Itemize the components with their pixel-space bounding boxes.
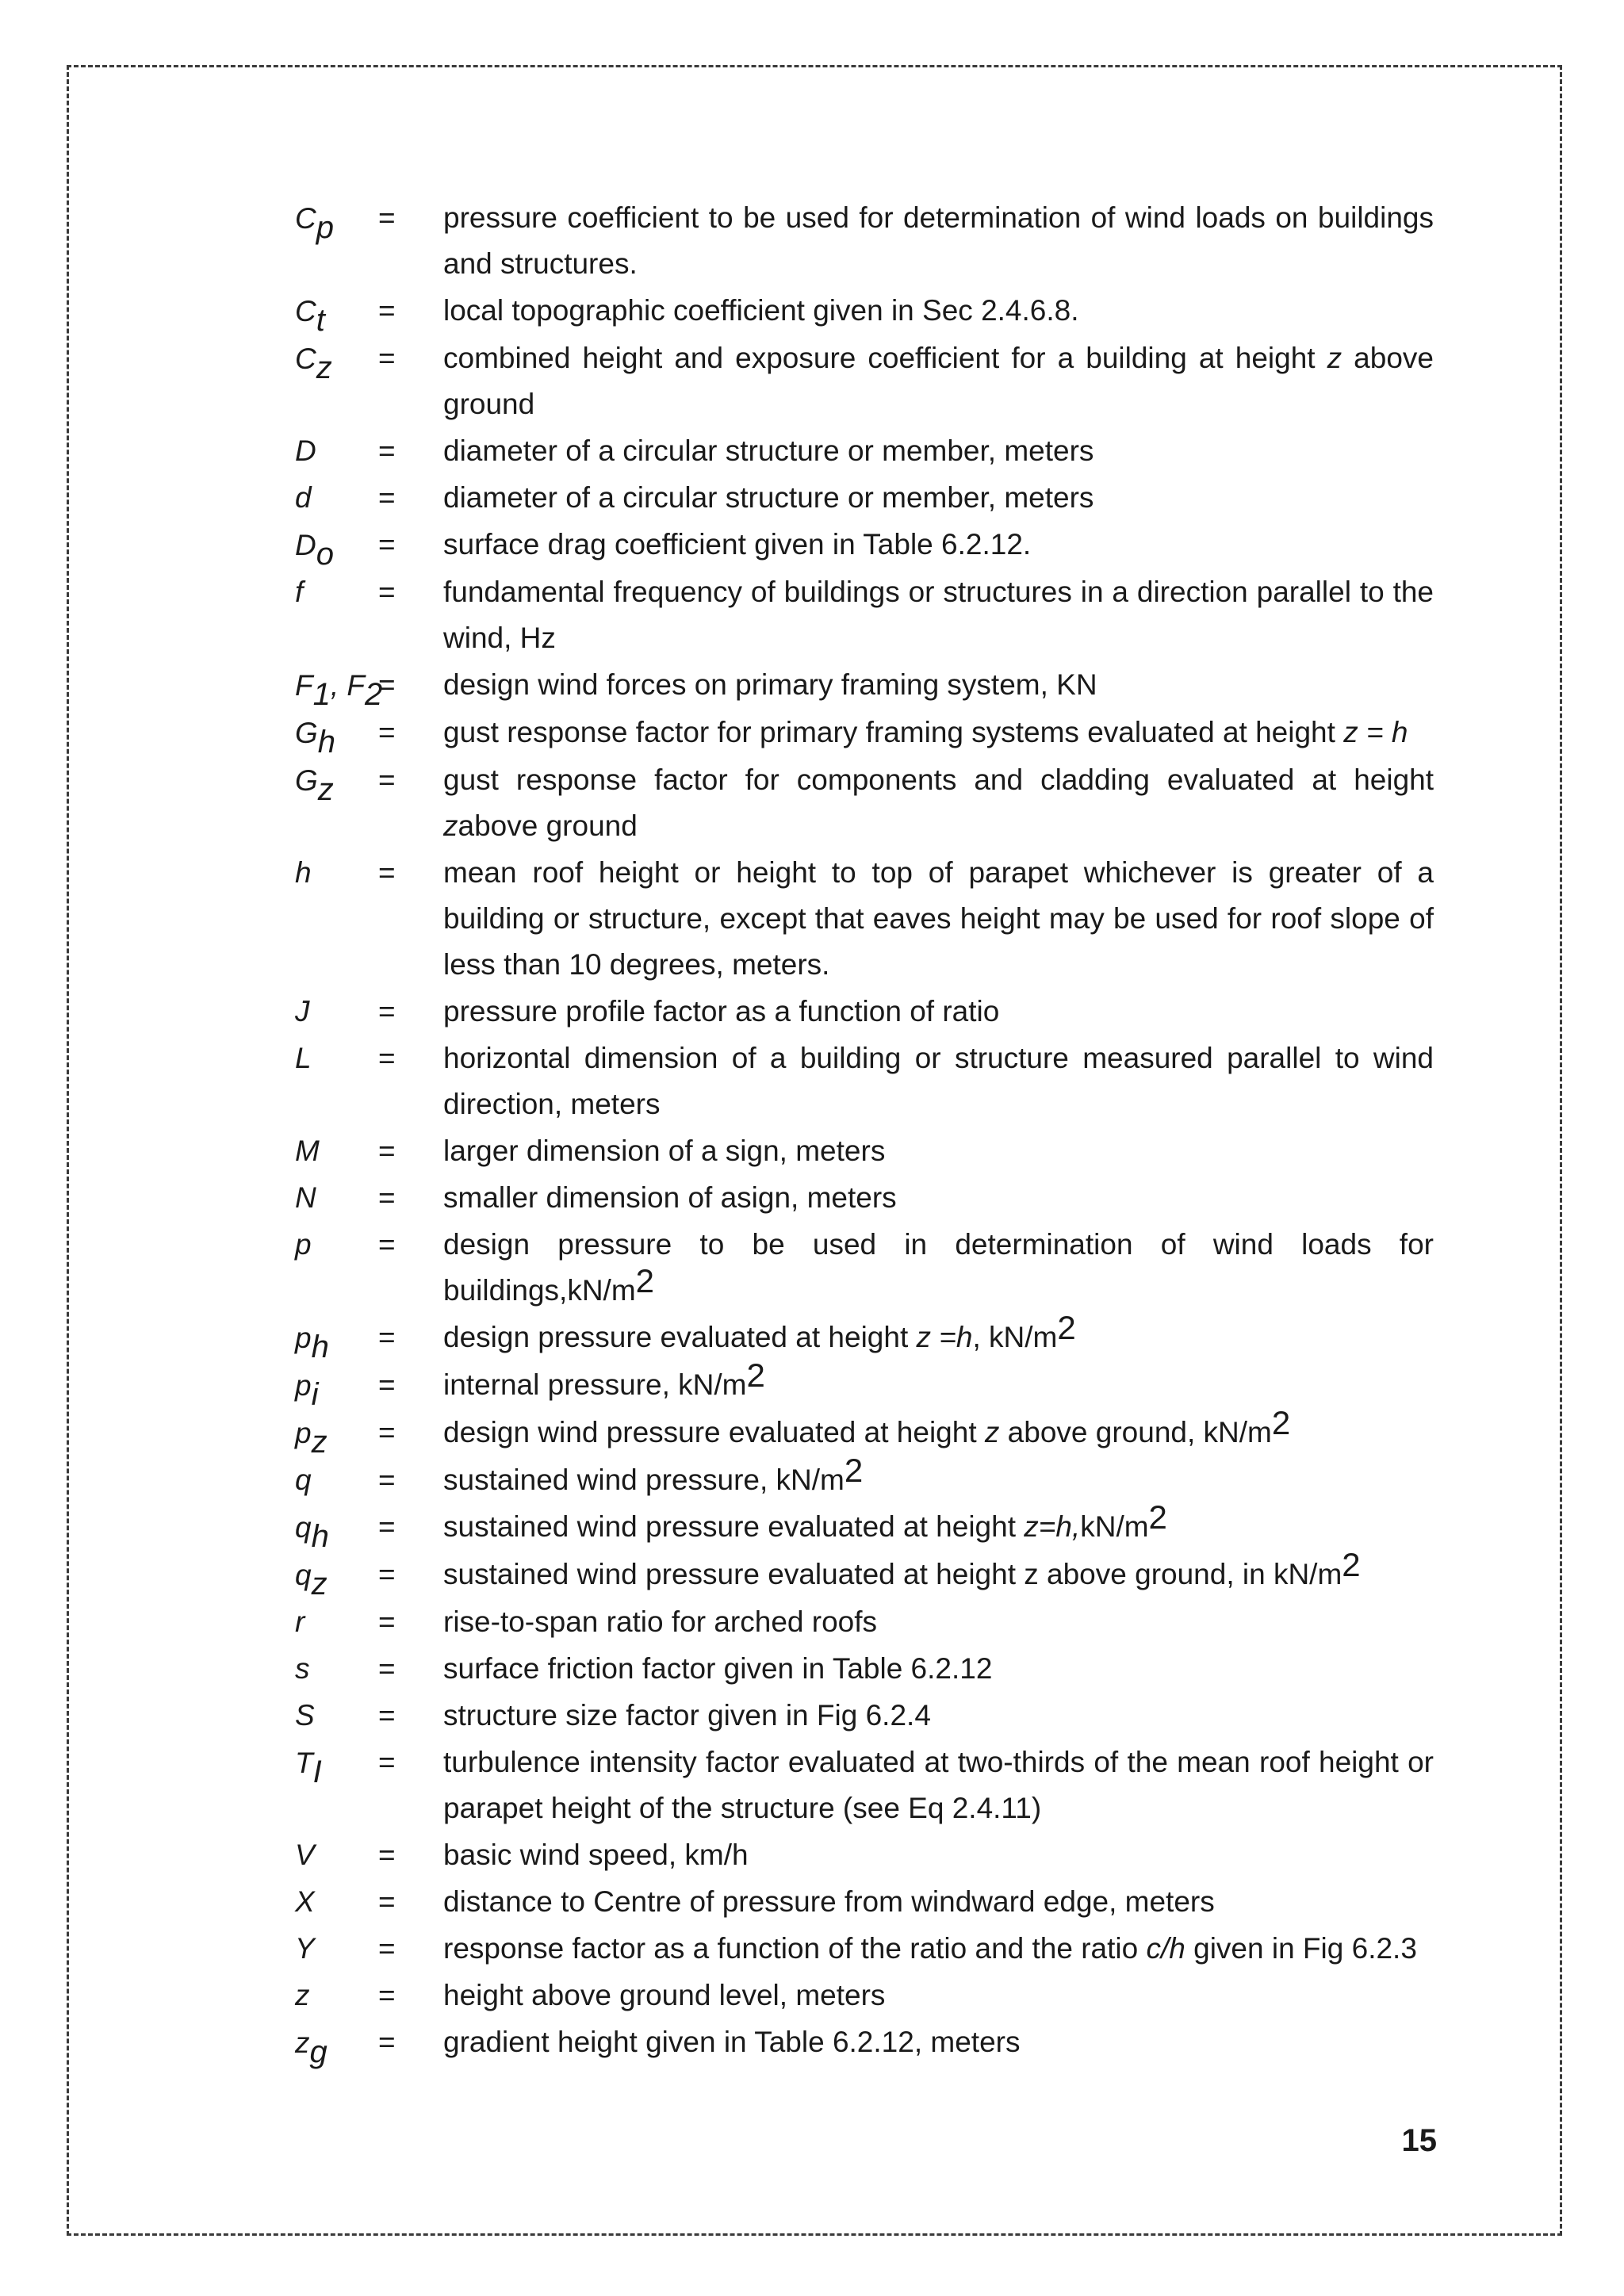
entry-symbol: z — [295, 1979, 310, 2011]
entry-equals: = — [378, 763, 396, 796]
entry-definition: design pressure to be used in determination of wind loads for buildings,kN/m2 — [443, 1228, 1434, 1307]
entry-equals: = — [378, 1510, 396, 1543]
entry-definition: turbulence intensity factor evaluated at two-thirds of the mean roof height or parapet height of the structure (see Eq 2.4.11) — [443, 1746, 1434, 1824]
symbol-entry — [295, 662, 1434, 712]
entry-symbol: zg — [295, 2026, 327, 2069]
entry-symbol: Do — [295, 529, 334, 572]
entry-equals: = — [378, 1885, 396, 1918]
entry-equals: = — [378, 481, 396, 514]
symbol-entry — [295, 1879, 1434, 1925]
entry-definition: basic wind speed, km/h — [443, 1839, 749, 1871]
entry-equals: = — [378, 201, 396, 234]
entry-definition: horizontal dimension of a building or structure measured parallel to wind direction, meters — [443, 1042, 1434, 1120]
entry-equals: = — [378, 1368, 396, 1401]
entry-symbol: qh — [295, 1511, 329, 1554]
symbol-entry — [295, 757, 1434, 849]
entry-equals: = — [378, 528, 396, 561]
entry-definition: design pressure evaluated at height z =h, kN/m2 — [443, 1309, 1076, 1353]
entry-symbol: Ct — [295, 295, 325, 338]
symbol-entry — [295, 1357, 1434, 1412]
symbol-entry — [295, 1599, 1434, 1645]
entry-definition: design wind forces on primary framing system, KN — [443, 668, 1097, 701]
entry-equals: = — [378, 1181, 396, 1214]
entry-equals: = — [378, 576, 396, 608]
entry-symbol: X — [295, 1885, 315, 1918]
entry-definition: pressure coefficient to be used for determination of wind loads on buildings and structures. — [443, 201, 1434, 280]
entry-definition: diameter of a circular structure or member, meters — [443, 434, 1094, 467]
entry-equals: = — [378, 1042, 396, 1074]
page-number: 15 — [1401, 2123, 1437, 2158]
entry-definition: design wind pressure evaluated at height z above ground, kN/m2 — [443, 1404, 1291, 1448]
entry-definition: distance to Centre of pressure from windward edge, meters — [443, 1885, 1215, 1918]
entry-definition: sustained wind pressure evaluated at height z above ground, in kN/m2 — [443, 1546, 1361, 1590]
entry-definition: mean roof height or height to top of parapet whichever is greater of a building or structure, except that eaves height may be used for roof slope of less than 10 degrees, meters. — [443, 856, 1434, 981]
entry-definition: height above ground level, meters — [443, 1979, 886, 2011]
entry-equals: = — [378, 1979, 396, 2011]
entry-equals: = — [378, 2026, 396, 2058]
entry-equals: = — [378, 1699, 396, 1732]
entry-symbol: Gh — [295, 717, 336, 760]
entry-equals: = — [378, 1932, 396, 1965]
entry-equals: = — [378, 1605, 396, 1638]
entry-definition: structure size factor given in Fig 6.2.4 — [443, 1699, 931, 1732]
entry-symbol: pi — [295, 1369, 319, 1412]
symbol-entry — [295, 1404, 1434, 1460]
symbol-entry — [295, 1693, 1434, 1739]
entry-equals: = — [378, 716, 396, 748]
entry-definition: sustained wind pressure, kN/m2 — [443, 1452, 864, 1496]
entry-definition: response factor as a function of the ratio and the ratio c/h given in Fig 6.2.3 — [443, 1932, 1417, 1965]
entry-definition: gradient height given in Table 6.2.12, meters — [443, 2026, 1021, 2058]
symbol-entry — [295, 1128, 1434, 1174]
entry-symbol: S — [295, 1699, 315, 1732]
entry-symbol: qz — [295, 1559, 327, 1601]
symbol-entry — [295, 195, 1434, 287]
entry-equals: = — [378, 342, 396, 374]
symbol-entry — [295, 1646, 1434, 1692]
entry-definition: surface drag coefficient given in Table 6.2.12. — [443, 528, 1032, 561]
symbol-entry — [295, 1175, 1434, 1221]
entry-symbol: J — [295, 995, 310, 1027]
entry-equals: = — [378, 1746, 396, 1778]
symbol-entry — [295, 569, 1434, 661]
symbol-entry — [295, 1546, 1434, 1601]
symbol-entry — [295, 2019, 1434, 2069]
entry-definition: larger dimension of a sign, meters — [443, 1135, 886, 1167]
entry-symbol: ph — [295, 1322, 329, 1364]
entry-equals: = — [378, 856, 396, 889]
entry-definition: smaller dimension of asign, meters — [443, 1181, 897, 1214]
entry-definition: fundamental frequency of buildings or structures in a direction parallel to the wind, Hz — [443, 576, 1434, 654]
symbol-entry — [295, 475, 1434, 521]
symbol-entry — [295, 1452, 1434, 1503]
entry-symbol: pz — [295, 1417, 327, 1460]
entry-equals: = — [378, 1652, 396, 1685]
symbol-entry — [295, 1926, 1434, 1972]
entry-symbol: r — [295, 1605, 305, 1638]
entry-symbol: TI — [295, 1747, 322, 1789]
entry-equals: = — [378, 294, 396, 327]
entry-symbol: L — [295, 1042, 312, 1074]
entry-definition: combined height and exposure coefficient for a building at height z above ground — [443, 342, 1434, 420]
entry-equals: = — [378, 995, 396, 1027]
entry-symbol: Gz — [295, 764, 334, 807]
entry-symbol: d — [295, 481, 312, 514]
entry-symbol: Cp — [295, 202, 334, 245]
entry-definition: local topographic coefficient given in Sec 2.4.6.8. — [443, 294, 1079, 327]
symbol-entry — [295, 522, 1434, 572]
entry-symbol: V — [295, 1839, 315, 1871]
symbol-entry — [295, 710, 1434, 760]
symbol-entry — [295, 1498, 1434, 1554]
entry-equals: = — [378, 1839, 396, 1871]
symbol-entry — [295, 1973, 1434, 2019]
entry-equals: = — [378, 668, 396, 701]
entry-equals: = — [378, 1464, 396, 1496]
symbol-entry — [295, 1222, 1434, 1314]
entry-definition: gust response factor for components and cladding evaluated at height zabove ground — [443, 763, 1434, 842]
entry-symbol: F1, F2 — [295, 669, 383, 712]
symbol-entry — [295, 1832, 1434, 1878]
entry-definition: pressure profile factor as a function of ratio — [443, 995, 1000, 1027]
entry-definition: diameter of a circular structure or member, meters — [443, 481, 1094, 514]
entry-symbol: D — [295, 434, 316, 467]
entry-symbol: Cz — [295, 342, 332, 385]
entry-equals: = — [378, 434, 396, 467]
symbol-entry — [295, 989, 1434, 1035]
symbol-entry — [295, 428, 1434, 474]
symbol-entry — [295, 1035, 1434, 1127]
entry-equals: = — [378, 1135, 396, 1167]
entry-symbol: M — [295, 1135, 320, 1167]
symbol-entry — [295, 850, 1434, 988]
symbol-entry — [295, 288, 1434, 338]
entry-symbol: N — [295, 1181, 316, 1214]
symbol-entry — [295, 335, 1434, 427]
entry-equals: = — [378, 1228, 396, 1261]
entry-definition: surface friction factor given in Table 6.2.12 — [443, 1652, 993, 1685]
entry-symbol: h — [295, 856, 312, 889]
entry-equals: = — [378, 1416, 396, 1448]
symbol-entry — [295, 1309, 1434, 1364]
entry-definition: rise-to-span ratio for arched roofs — [443, 1605, 878, 1638]
entry-symbol: p — [295, 1228, 312, 1261]
entry-definition: internal pressure, kN/m2 — [443, 1357, 765, 1401]
symbol-entry — [295, 1739, 1434, 1831]
entry-definition: sustained wind pressure evaluated at height z=h,kN/m2 — [443, 1498, 1167, 1543]
entry-symbol: s — [295, 1652, 310, 1685]
entry-symbol: q — [295, 1464, 312, 1496]
entry-definition: gust response factor for primary framing systems evaluated at height z = h — [443, 716, 1408, 748]
entry-symbol: Y — [295, 1932, 315, 1965]
entry-equals: = — [378, 1558, 396, 1590]
symbol-list — [295, 195, 1434, 2067]
entry-symbol: f — [295, 576, 304, 608]
entry-equals: = — [378, 1321, 396, 1353]
